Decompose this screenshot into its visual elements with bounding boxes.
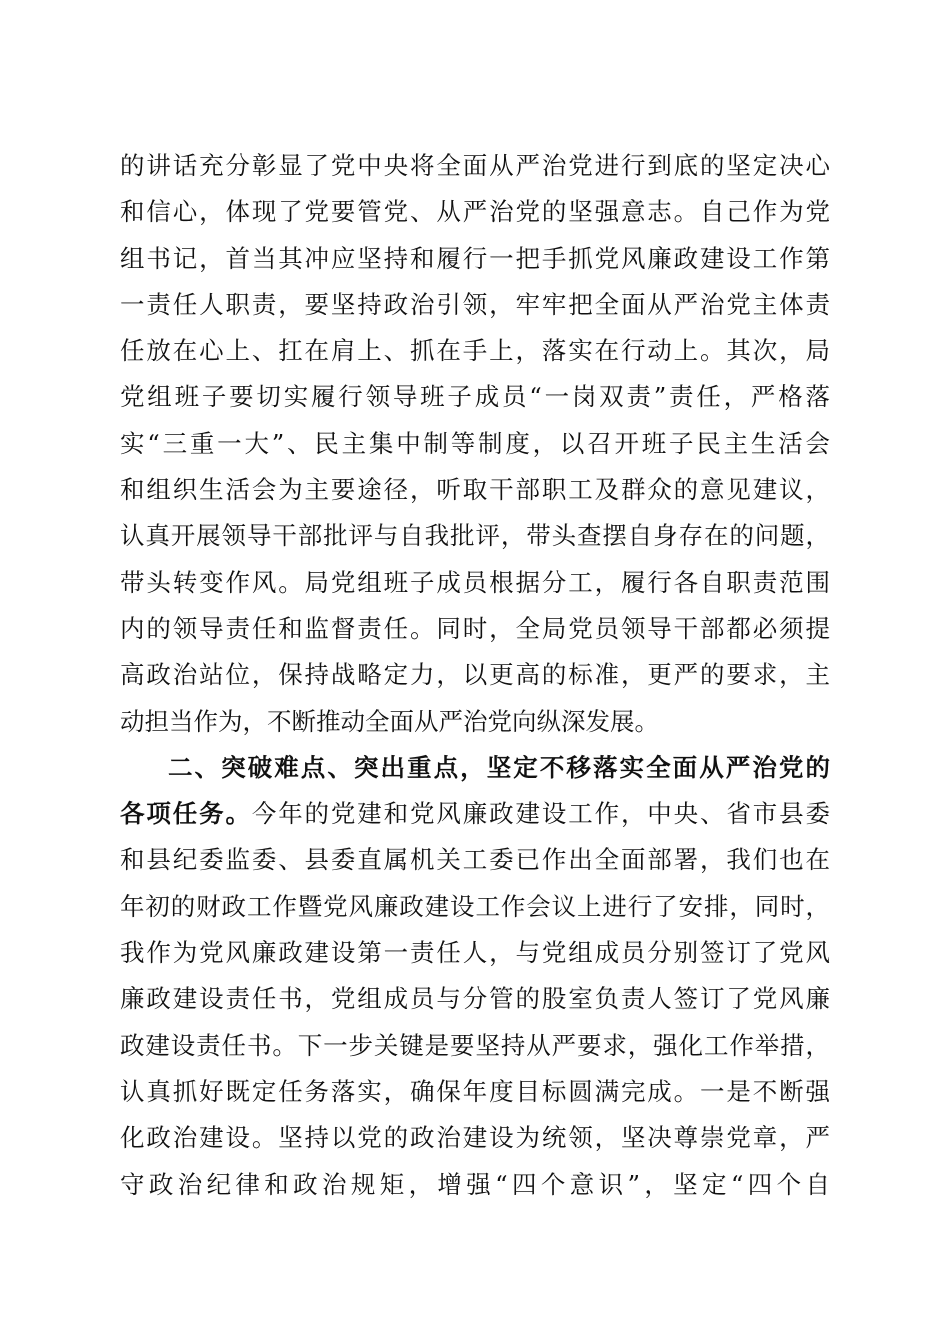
text-line: 带头转变作风。局党组班子成员根据分工，履行各自职责范围 — [120, 567, 830, 597]
paragraph-1 — [120, 143, 830, 745]
section-heading: 二、突破难点、突出重点，坚定不移落实全面从严治党的 — [168, 752, 830, 782]
text-line-rest: 今年的党建和党风廉政建设工作，中央、省市县委 — [251, 799, 830, 829]
text-line: 政建设责任书。下一步关键是要坚持从严要求，强化工作举措， — [120, 1030, 830, 1060]
text-line: 廉政建设责任书，党组成员与分管的股室负责人签订了党风廉 — [120, 984, 830, 1014]
text-line: 认真抓好既定任务落实，确保年度目标圆满完成。一是不断强 — [120, 1076, 830, 1106]
text-line: 组书记，首当其冲应坚持和履行一把手抓党风廉政建设工作第 — [120, 243, 830, 273]
text-line: 党组班子要切实履行领导班子成员“一岗双责”责任，严格落 — [120, 382, 830, 412]
text-line — [120, 791, 830, 837]
text-line: 和组织生活会为主要途径，听取干部职工及群众的意见建议， — [120, 475, 830, 505]
text-line: 认真开展领导干部批评与自我批评，带头查摆自身存在的问题， — [120, 521, 830, 551]
text-line: 的讲话充分彰显了党中央将全面从严治党进行到底的坚定决心 — [120, 151, 830, 180]
text-line: 动担当作为，不断推动全面从严治党向纵深发展。 — [120, 706, 659, 736]
text-line: 化政治建设。坚持以党的政治建设为统领，坚决尊崇党章，严 — [120, 1123, 830, 1153]
text-line: 实“三重一大”、民主集中制等制度，以召开班子民主生活会 — [120, 428, 830, 458]
paragraph-2 — [120, 745, 830, 1208]
text-line: 和信心，体现了党要管党、从严治党的坚强意志。自己作为党 — [120, 197, 830, 227]
section-heading-end: 各项任务。 — [120, 799, 252, 829]
text-line: 年初的财政工作暨党风廉政建设工作会议上进行了安排，同时， — [120, 891, 830, 921]
text-line: 守政治纪律和政治规矩，增强“四个意识”，坚定“四个自 — [120, 1169, 830, 1199]
text-line: 我作为党风廉政建设第一责任人，与党组成员分别签订了党风 — [120, 938, 830, 968]
text-line: 和县纪委监委、县委直属机关工委已作出全面部署，我们也在 — [120, 845, 830, 875]
text-line: 任放在心上、扛在肩上、抓在手上，落实在行动上。其次，局 — [120, 336, 830, 366]
text-line: 高政治站位，保持战略定力，以更高的标准，更严的要求，主 — [120, 660, 830, 690]
text-line: 内的领导责任和监督责任。同时，全局党员领导干部都必须提 — [120, 613, 830, 643]
text-line: 一责任人职责，要坚持政治引领，牢牢把全面从严治党主体责 — [120, 289, 830, 319]
body-text — [120, 143, 830, 1208]
